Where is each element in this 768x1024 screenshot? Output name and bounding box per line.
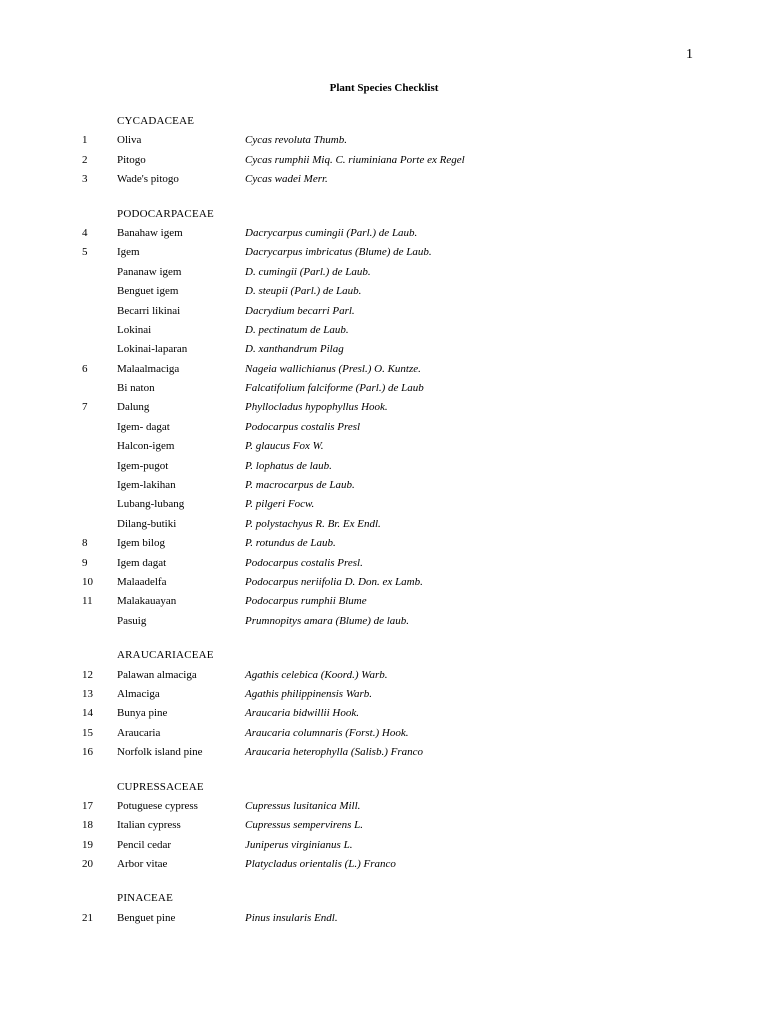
common-name: Norfolk island pine	[117, 746, 203, 759]
family-heading: CYCADACEAE	[117, 115, 195, 127]
scientific-name: Dacrycarpus imbricatus (Blume) de Laub.	[245, 246, 432, 259]
scientific-name: Agathis celebica (Koord.) Warb.	[245, 668, 388, 681]
species-row	[0, 170, 768, 189]
species-row	[0, 612, 768, 631]
scientific-name: Cycas revoluta Thumb.	[245, 134, 347, 147]
species-number: 8	[82, 537, 88, 550]
common-name: Halcon-igem	[117, 440, 175, 453]
common-name: Lokinai-laparan	[117, 343, 188, 356]
common-name: Almaciga	[117, 687, 160, 700]
species-number: 13	[82, 687, 93, 700]
common-name: Arbor vitae	[117, 858, 168, 871]
scientific-name: Araucaria bidwillii Hook.	[245, 707, 359, 720]
common-name: Igem	[117, 246, 140, 259]
species-row	[0, 685, 768, 704]
species-number: 17	[82, 799, 93, 812]
common-name: Oliva	[117, 134, 142, 147]
species-number: 1	[82, 134, 88, 147]
common-name: Igem bilog	[117, 537, 165, 550]
scientific-name: Araucaria heterophylla (Salisb.) Franco	[245, 746, 424, 759]
scientific-name: Nageia wallichianus (Presl.) O. Kuntze.	[245, 362, 421, 375]
species-row	[0, 302, 768, 321]
species-number: 10	[82, 575, 93, 588]
scientific-name: D. steupii (Parl.) de Laub.	[245, 285, 362, 298]
species-number: 16	[82, 746, 93, 759]
common-name: Araucaria	[117, 726, 161, 739]
common-name: Igem-lakihan	[117, 479, 176, 492]
common-name: Dalung	[117, 401, 150, 414]
species-number: 21	[82, 911, 93, 924]
scientific-name: Phyllocladus hypophyllus Hook.	[245, 401, 388, 414]
common-name: Lubang-lubang	[117, 498, 185, 511]
section-spacer	[0, 874, 768, 889]
scientific-name: P. lophatus de laub.	[245, 459, 332, 472]
scientific-name: Juniperus virginianus L.	[245, 838, 353, 851]
species-row	[0, 495, 768, 514]
species-row	[0, 321, 768, 340]
scientific-name: D. pectinatum de Laub.	[245, 323, 349, 336]
species-number: 11	[82, 595, 93, 608]
common-name: Malakauayan	[117, 595, 177, 608]
species-row	[0, 224, 768, 243]
common-name: Malaalmaciga	[117, 362, 180, 375]
common-name: Italian cypress	[117, 819, 181, 832]
scientific-name: Podocarpus rumphii Blume	[245, 595, 367, 608]
common-name: Bunya pine	[117, 707, 168, 720]
scientific-name: P. glaucus Fox W.	[245, 440, 324, 453]
species-row	[0, 476, 768, 495]
scientific-name: Pinus insularis Endl.	[245, 911, 338, 924]
species-row	[0, 554, 768, 573]
species-row	[0, 263, 768, 282]
scientific-name: P. rotundus de Laub.	[245, 537, 336, 550]
common-name: Igem dagat	[117, 556, 167, 569]
common-name: Igem-pugot	[117, 459, 169, 472]
species-number: 12	[82, 668, 93, 681]
page-number: 1	[686, 47, 693, 62]
species-number: 19	[82, 838, 93, 851]
common-name: Malaadelfa	[117, 575, 167, 588]
common-name: Pitogo	[117, 153, 146, 166]
species-row	[0, 573, 768, 592]
species-number: 7	[82, 401, 88, 414]
scientific-name: Dacrydium becarri Parl.	[245, 304, 355, 317]
scientific-name: P. polystachyus R. Br. Ex Endl.	[245, 517, 381, 530]
species-row	[0, 437, 768, 456]
scientific-name: Podocarpus costalis Presl	[245, 420, 361, 433]
species-row	[0, 151, 768, 170]
species-row	[0, 457, 768, 476]
scientific-name: Podocarpus costalis Presl.	[245, 556, 363, 569]
species-row	[0, 515, 768, 534]
common-name: Bi naton	[117, 382, 155, 395]
species-row	[0, 855, 768, 874]
scientific-name: Cupressus sempervirens L.	[245, 819, 364, 832]
section-spacer	[0, 190, 768, 205]
common-name: Becarri likinai	[117, 304, 181, 317]
common-name: Benguet pine	[117, 911, 176, 924]
common-name: Banahaw igem	[117, 226, 183, 239]
species-row	[0, 743, 768, 762]
scientific-name: Falcatifolium falciforme (Parl.) de Laub	[245, 382, 424, 395]
species-row	[0, 360, 768, 379]
common-name: Pencil cedar	[117, 838, 172, 851]
species-number: 20	[82, 858, 93, 871]
species-number: 9	[82, 556, 88, 569]
species-number: 5	[82, 246, 88, 259]
common-name: Benguet igem	[117, 285, 179, 298]
scientific-name: Agathis philippinensis Warb.	[245, 687, 373, 700]
species-number: 4	[82, 226, 88, 239]
species-row	[0, 418, 768, 437]
scientific-name: Araucaria columnaris (Forst.) Hook.	[245, 726, 409, 739]
common-name: Lokinai	[117, 323, 152, 336]
family-heading: CUPRESSACEAE	[117, 780, 204, 793]
species-row	[0, 704, 768, 723]
species-row	[0, 666, 768, 685]
scientific-name: P. pilgeri Focw.	[245, 498, 315, 511]
species-row	[0, 131, 768, 150]
species-checklist	[0, 112, 768, 928]
species-row	[0, 816, 768, 835]
species-row	[0, 534, 768, 553]
scientific-name: D. xanthandrum Pilag	[245, 343, 344, 356]
species-row	[0, 398, 768, 417]
scientific-name: Platycladus orientalis (L.) Franco	[245, 858, 396, 871]
species-row	[0, 724, 768, 743]
section-spacer	[0, 631, 768, 646]
species-row	[0, 340, 768, 359]
common-name: Pananaw igem	[117, 265, 182, 278]
species-number: 15	[82, 726, 93, 739]
common-name: Wade's pitogo	[117, 173, 179, 186]
species-number: 3	[82, 173, 88, 186]
section-spacer	[0, 763, 768, 778]
scientific-name: D. cumingii (Parl.) de Laub.	[245, 265, 371, 278]
scientific-name: Prumnopitys amara (Blume) de laub.	[245, 614, 410, 627]
scientific-name: P. macrocarpus de Laub.	[245, 479, 355, 492]
common-name: Igem- dagat	[117, 420, 170, 433]
species-row	[0, 592, 768, 611]
species-number: 2	[82, 153, 88, 166]
species-number: 6	[82, 362, 88, 375]
scientific-name: Dacrycarpus cumingii (Parl.) de Laub.	[245, 226, 418, 239]
species-row	[0, 282, 768, 301]
species-row	[0, 797, 768, 816]
family-heading: ARAUCARIACEAE	[117, 649, 214, 662]
species-number: 18	[82, 819, 93, 832]
scientific-name: Cupressus lusitanica Mill.	[245, 799, 361, 812]
species-number: 14	[82, 707, 93, 720]
scientific-name: Cycas wadei Merr.	[245, 173, 328, 186]
species-row	[0, 909, 768, 928]
common-name: Dilang-butiki	[117, 517, 177, 530]
scientific-name: Podocarpus neriifolia D. Don. ex Lamb.	[245, 575, 423, 588]
family-heading: PINACEAE	[117, 892, 173, 905]
common-name: Pasuig	[117, 614, 147, 627]
common-name: Palawan almaciga	[117, 668, 197, 681]
document-title: Plant Species Checklist	[329, 82, 439, 94]
scientific-name: Cycas rumphii Miq. C. riuminiana Porte ex Regel	[245, 153, 465, 166]
species-row	[0, 836, 768, 855]
family-heading: PODOCARPACEAE	[117, 207, 214, 220]
species-row	[0, 243, 768, 262]
common-name: Potuguese cypress	[117, 799, 198, 812]
species-row	[0, 379, 768, 398]
